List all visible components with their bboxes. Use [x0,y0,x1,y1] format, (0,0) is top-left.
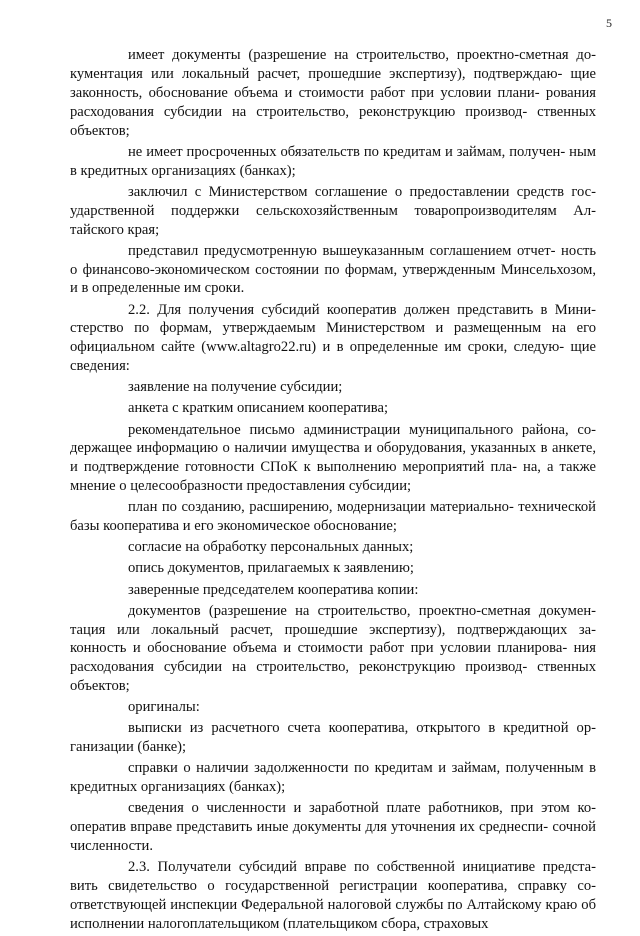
paragraph: справки о наличии задолженности по кредитам и займам, полученным в кредитных организациях (банках); [70,760,596,796]
paragraph: согласие на обработку персональных данных; [128,539,414,556]
paragraph: заключил с Министерством соглашение о предоставлении средств гос- ударственной поддержки сельскохозяйственным товаропроизводителям Ал- тайского края; [70,183,596,238]
paragraph: оригиналы: [128,699,200,716]
page-number: 5 [606,16,612,30]
paragraph: не имеет просроченных обязательств по кредитам и займам, получен- ным в кредитных организациях (банках); [70,143,596,179]
paragraph: документов (разрешение на строительство, проектно-сметная докумен- тация или локальный расчет, прошедшие экспертизу), подтверждающих за- конность и обоснование объема и стоимости работ при условии планирова- ния расходования субсидии на строительство, реконструкцию производ- ственных объектов; [70,602,596,695]
paragraph: сведения о численности и заработной плате работников, при этом ко- оператив вправе представить иные документы для уточнения их среднеспи- сочной численности. [70,800,596,855]
paragraph: имеет документы (разрешение на строительство, проектно-сметная до- кументация или локальный расчет, прошедшие экспертизу), подтверждаю- щие законность, обоснование объема и стоимости работ при условии плани- рования расходования субсидии на строительство, реконструкцию производ- ственных объектов; [70,47,596,139]
paragraph: заявление на получение субсидии; [128,379,343,396]
paragraph: план по созданию, расширению, модернизации материально- технической базы кооператива и его экономическое обоснование; [70,499,596,535]
paragraph: заверенные председателем кооператива копии: [128,581,419,598]
paragraph: 2.3. Получатели субсидий вправе по собственной инициативе предста- вить свидетельство о государственной регистрации кооператива, справку со- ответствующей инспекции Федеральной налоговой службы по Алтайскому краю об исполнении налогоплательщиком (плательщиком сбора, страховых [70,859,596,933]
paragraph: представил предусмотренную вышеуказанным соглашением отчет- ность о финансово-экономическом состоянии по формам, утвержденным Минсельхозом, и в определенные им сроки. [70,242,596,297]
paragraph: 2.2. Для получения субсидий кооператив должен представить в Мини- стерство по формам, утверждаемым Министерством и размещенным на его официальном сайте (www.altagro22.ru) и в определенные им сроки, следую- щие сведения: [70,301,596,375]
document-body [70,46,596,936]
paragraph: анкета с кратким описанием кооператива; [128,400,389,417]
paragraph: опись документов, прилагаемых к заявлению; [128,560,414,577]
paragraph: выписки из расчетного счета кооператива, открытого в кредитной ор- ганизации (банке); [70,720,596,756]
paragraph: рекомендательное письмо администрации муниципального района, со- держащее информацию о наличии имущества и оборудования, указанных в анкете, и подтверждение готовности СПоК к выполнению мероприятий пла- на, а также мнение о целесообразности предоставления субсидии; [70,421,596,495]
